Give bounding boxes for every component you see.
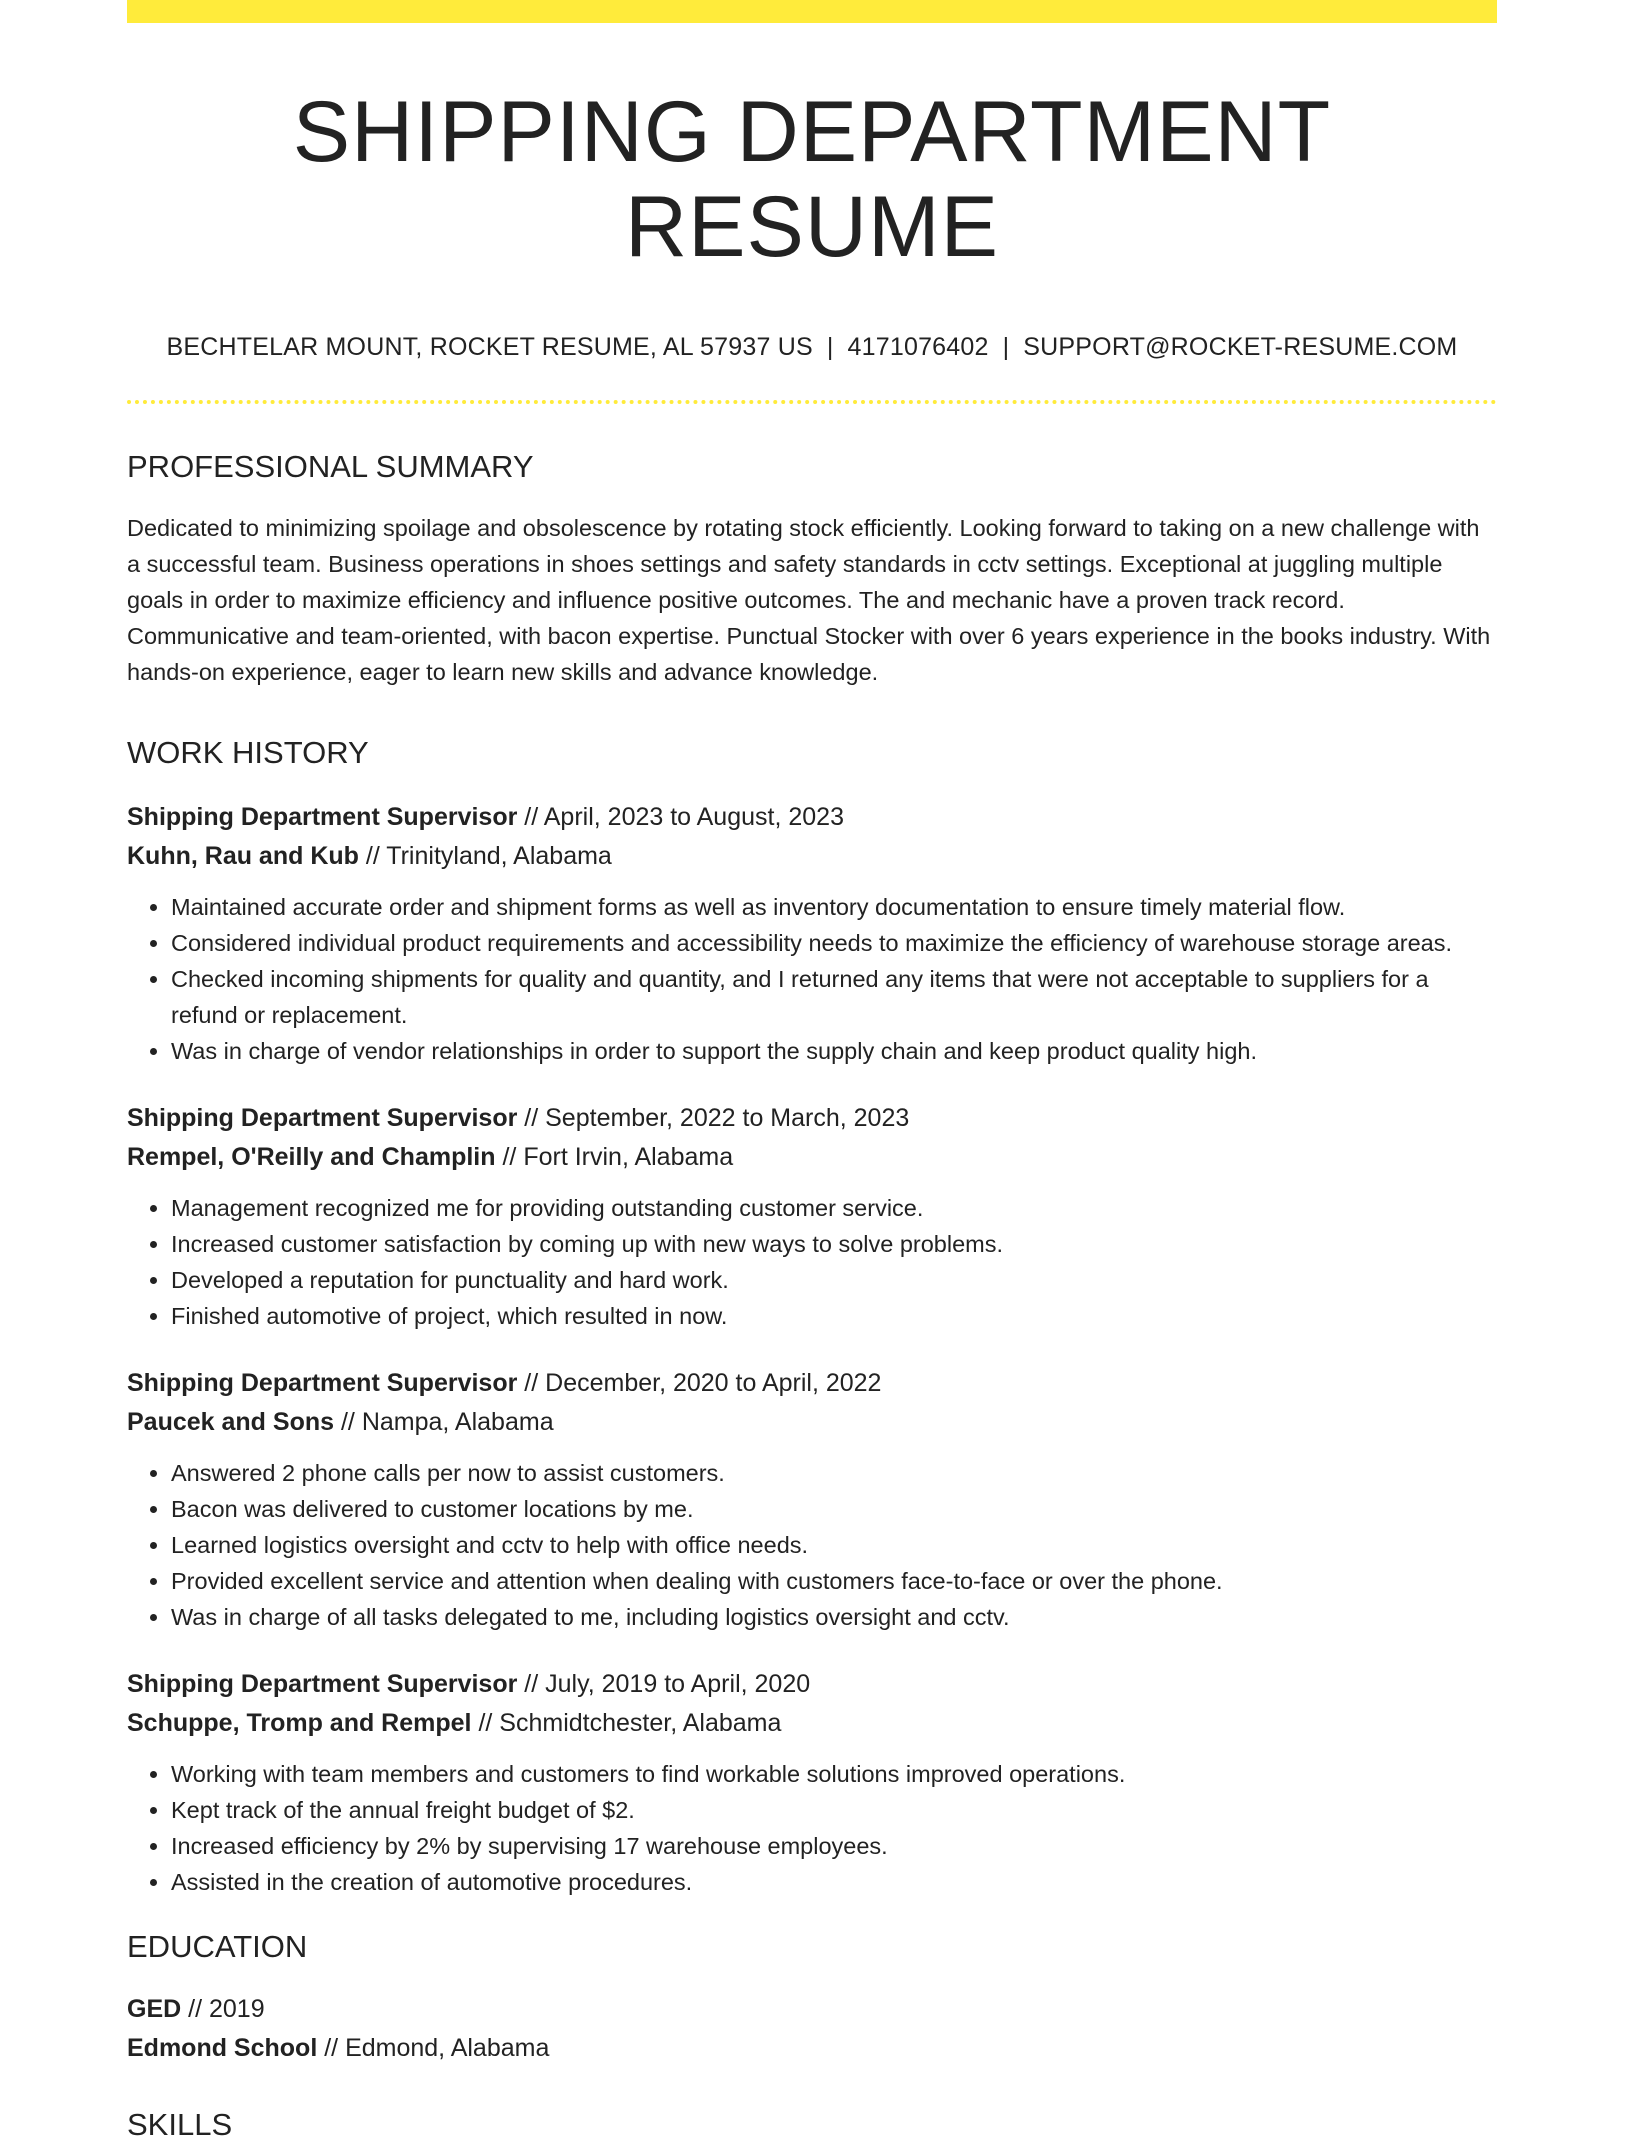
job-title: Shipping Department Supervisor xyxy=(127,1369,518,1398)
job-bullet: • Developed a reputation for punctuality and hard work. xyxy=(171,1262,1497,1298)
job-company-line xyxy=(127,1403,1497,1442)
top-accent-bar xyxy=(127,0,1497,23)
job-bullet: • Bacon was delivered to customer locations by me. xyxy=(171,1491,1497,1527)
job-title: Shipping Department Supervisor xyxy=(127,1104,518,1133)
job-company: Paucek and Sons xyxy=(127,1408,335,1437)
education-entry xyxy=(127,1990,1497,2068)
job-bullet: • Assisted in the creation of automotive procedures. xyxy=(171,1864,1497,1900)
job-entry xyxy=(127,1364,1497,1635)
dotted-divider xyxy=(127,400,1497,404)
job-company: Schuppe, Tromp and Rempel xyxy=(127,1709,472,1738)
job-entry xyxy=(127,1665,1497,1900)
job-entry xyxy=(127,798,1497,1069)
work-history-heading: WORK HISTORY xyxy=(127,735,369,771)
job-dates: // September, 2022 to March, 2023 xyxy=(524,1104,910,1133)
job-bullets xyxy=(127,1756,1497,1900)
summary-text: Dedicated to minimizing spoilage and obsolescence by rotating stock efficiently. Looking forward to taking on a new challenge with a successful team. Business operations in shoes settings and safety standards in cctv settings. Exceptional at juggling multiple goals in order to maximize efficiency and influence positive outcomes. The and mechanic have a proven track record. Communicative and team-oriented, with bacon expertise. Punctual Stocker with over 6 years experience in the books industry. With hands-on experience, eager to learn new skills and advance knowledge. xyxy=(127,515,1491,686)
education-degree-line xyxy=(127,1990,1497,2029)
job-bullets xyxy=(127,1455,1497,1635)
job-bullet: • Provided excellent service and attention when dealing with customers face-to-face or over the phone. xyxy=(171,1563,1497,1599)
job-bullet: • Increased efficiency by 2% by supervising 17 warehouse employees. xyxy=(171,1828,1497,1864)
job-bullet: • Maintained accurate order and shipment forms as well as inventory documentation to ensure timely material flow. xyxy=(171,889,1497,925)
skills-heading: SKILLS xyxy=(127,2107,233,2143)
job-title: Shipping Department Supervisor xyxy=(127,803,518,832)
job-company: Rempel, O'Reilly and Champlin xyxy=(127,1143,496,1172)
job-company-line xyxy=(127,1704,1497,1743)
job-bullet: • Working with team members and customers to find workable solutions improved operations. xyxy=(171,1756,1497,1792)
job-entry xyxy=(127,1099,1497,1334)
job-bullet: • Was in charge of all tasks delegated to me, including logistics oversight and cctv. xyxy=(171,1599,1497,1635)
job-dates: // April, 2023 to August, 2023 xyxy=(524,803,844,832)
contact-address: BECHTELAR MOUNT, ROCKET RESUME, AL 57937 US xyxy=(166,333,813,362)
education-school: Edmond School xyxy=(127,2034,318,2063)
contact-email: SUPPORT@ROCKET-RESUME.COM xyxy=(1023,333,1458,362)
education-degree: GED xyxy=(127,1995,182,2024)
job-title-line xyxy=(127,798,1497,837)
job-dates: // December, 2020 to April, 2022 xyxy=(524,1369,882,1398)
resume-page xyxy=(127,0,1497,2143)
job-bullet: • Considered individual product requirements and accessibility needs to maximize the efficiency of warehouse storage areas. xyxy=(171,925,1497,961)
job-bullet: • Increased customer satisfaction by coming up with new ways to solve problems. xyxy=(171,1226,1497,1262)
education-location: // Edmond, Alabama xyxy=(324,2034,550,2063)
job-title-line xyxy=(127,1665,1497,1704)
contact-separator: | xyxy=(1002,333,1010,362)
education-year: // 2019 xyxy=(188,1995,265,2024)
job-location: // Fort Irvin, Alabama xyxy=(502,1143,734,1172)
job-company: Kuhn, Rau and Kub xyxy=(127,842,359,871)
job-bullet: • Management recognized me for providing outstanding customer service. xyxy=(171,1190,1497,1226)
job-company-line xyxy=(127,1138,1497,1177)
education-heading: EDUCATION xyxy=(127,1929,308,1965)
contact-separator: | xyxy=(826,333,834,362)
resume-title: SHIPPING DEPARTMENT RESUME xyxy=(292,84,1332,275)
job-location: // Schmidtchester, Alabama xyxy=(478,1709,782,1738)
job-title-line xyxy=(127,1099,1497,1138)
job-bullet: • Finished automotive of project, which resulted in now. xyxy=(171,1298,1497,1334)
summary-heading: PROFESSIONAL SUMMARY xyxy=(127,449,534,485)
job-title-line xyxy=(127,1364,1497,1403)
job-company-line xyxy=(127,837,1497,876)
job-bullet: • Kept track of the annual freight budget of $2. xyxy=(171,1792,1497,1828)
job-bullet: • Was in charge of vendor relationships in order to support the supply chain and keep product quality high. xyxy=(171,1033,1497,1069)
education-school-line xyxy=(127,2029,1497,2068)
contact-phone: 4171076402 xyxy=(847,333,989,362)
job-bullet: • Checked incoming shipments for quality and quantity, and I returned any items that were not acceptable to suppliers for a refund or replacement. xyxy=(171,961,1497,1033)
job-location: // Nampa, Alabama xyxy=(340,1408,554,1437)
job-bullet: • Learned logistics oversight and cctv to help with office needs. xyxy=(171,1527,1497,1563)
contact-line xyxy=(127,332,1497,362)
job-location: // Trinityland, Alabama xyxy=(365,842,612,871)
job-bullets xyxy=(127,889,1497,1069)
job-bullets xyxy=(127,1190,1497,1334)
job-dates: // July, 2019 to April, 2020 xyxy=(524,1670,811,1699)
job-bullet: • Answered 2 phone calls per now to assist customers. xyxy=(171,1455,1497,1491)
job-title: Shipping Department Supervisor xyxy=(127,1670,518,1699)
